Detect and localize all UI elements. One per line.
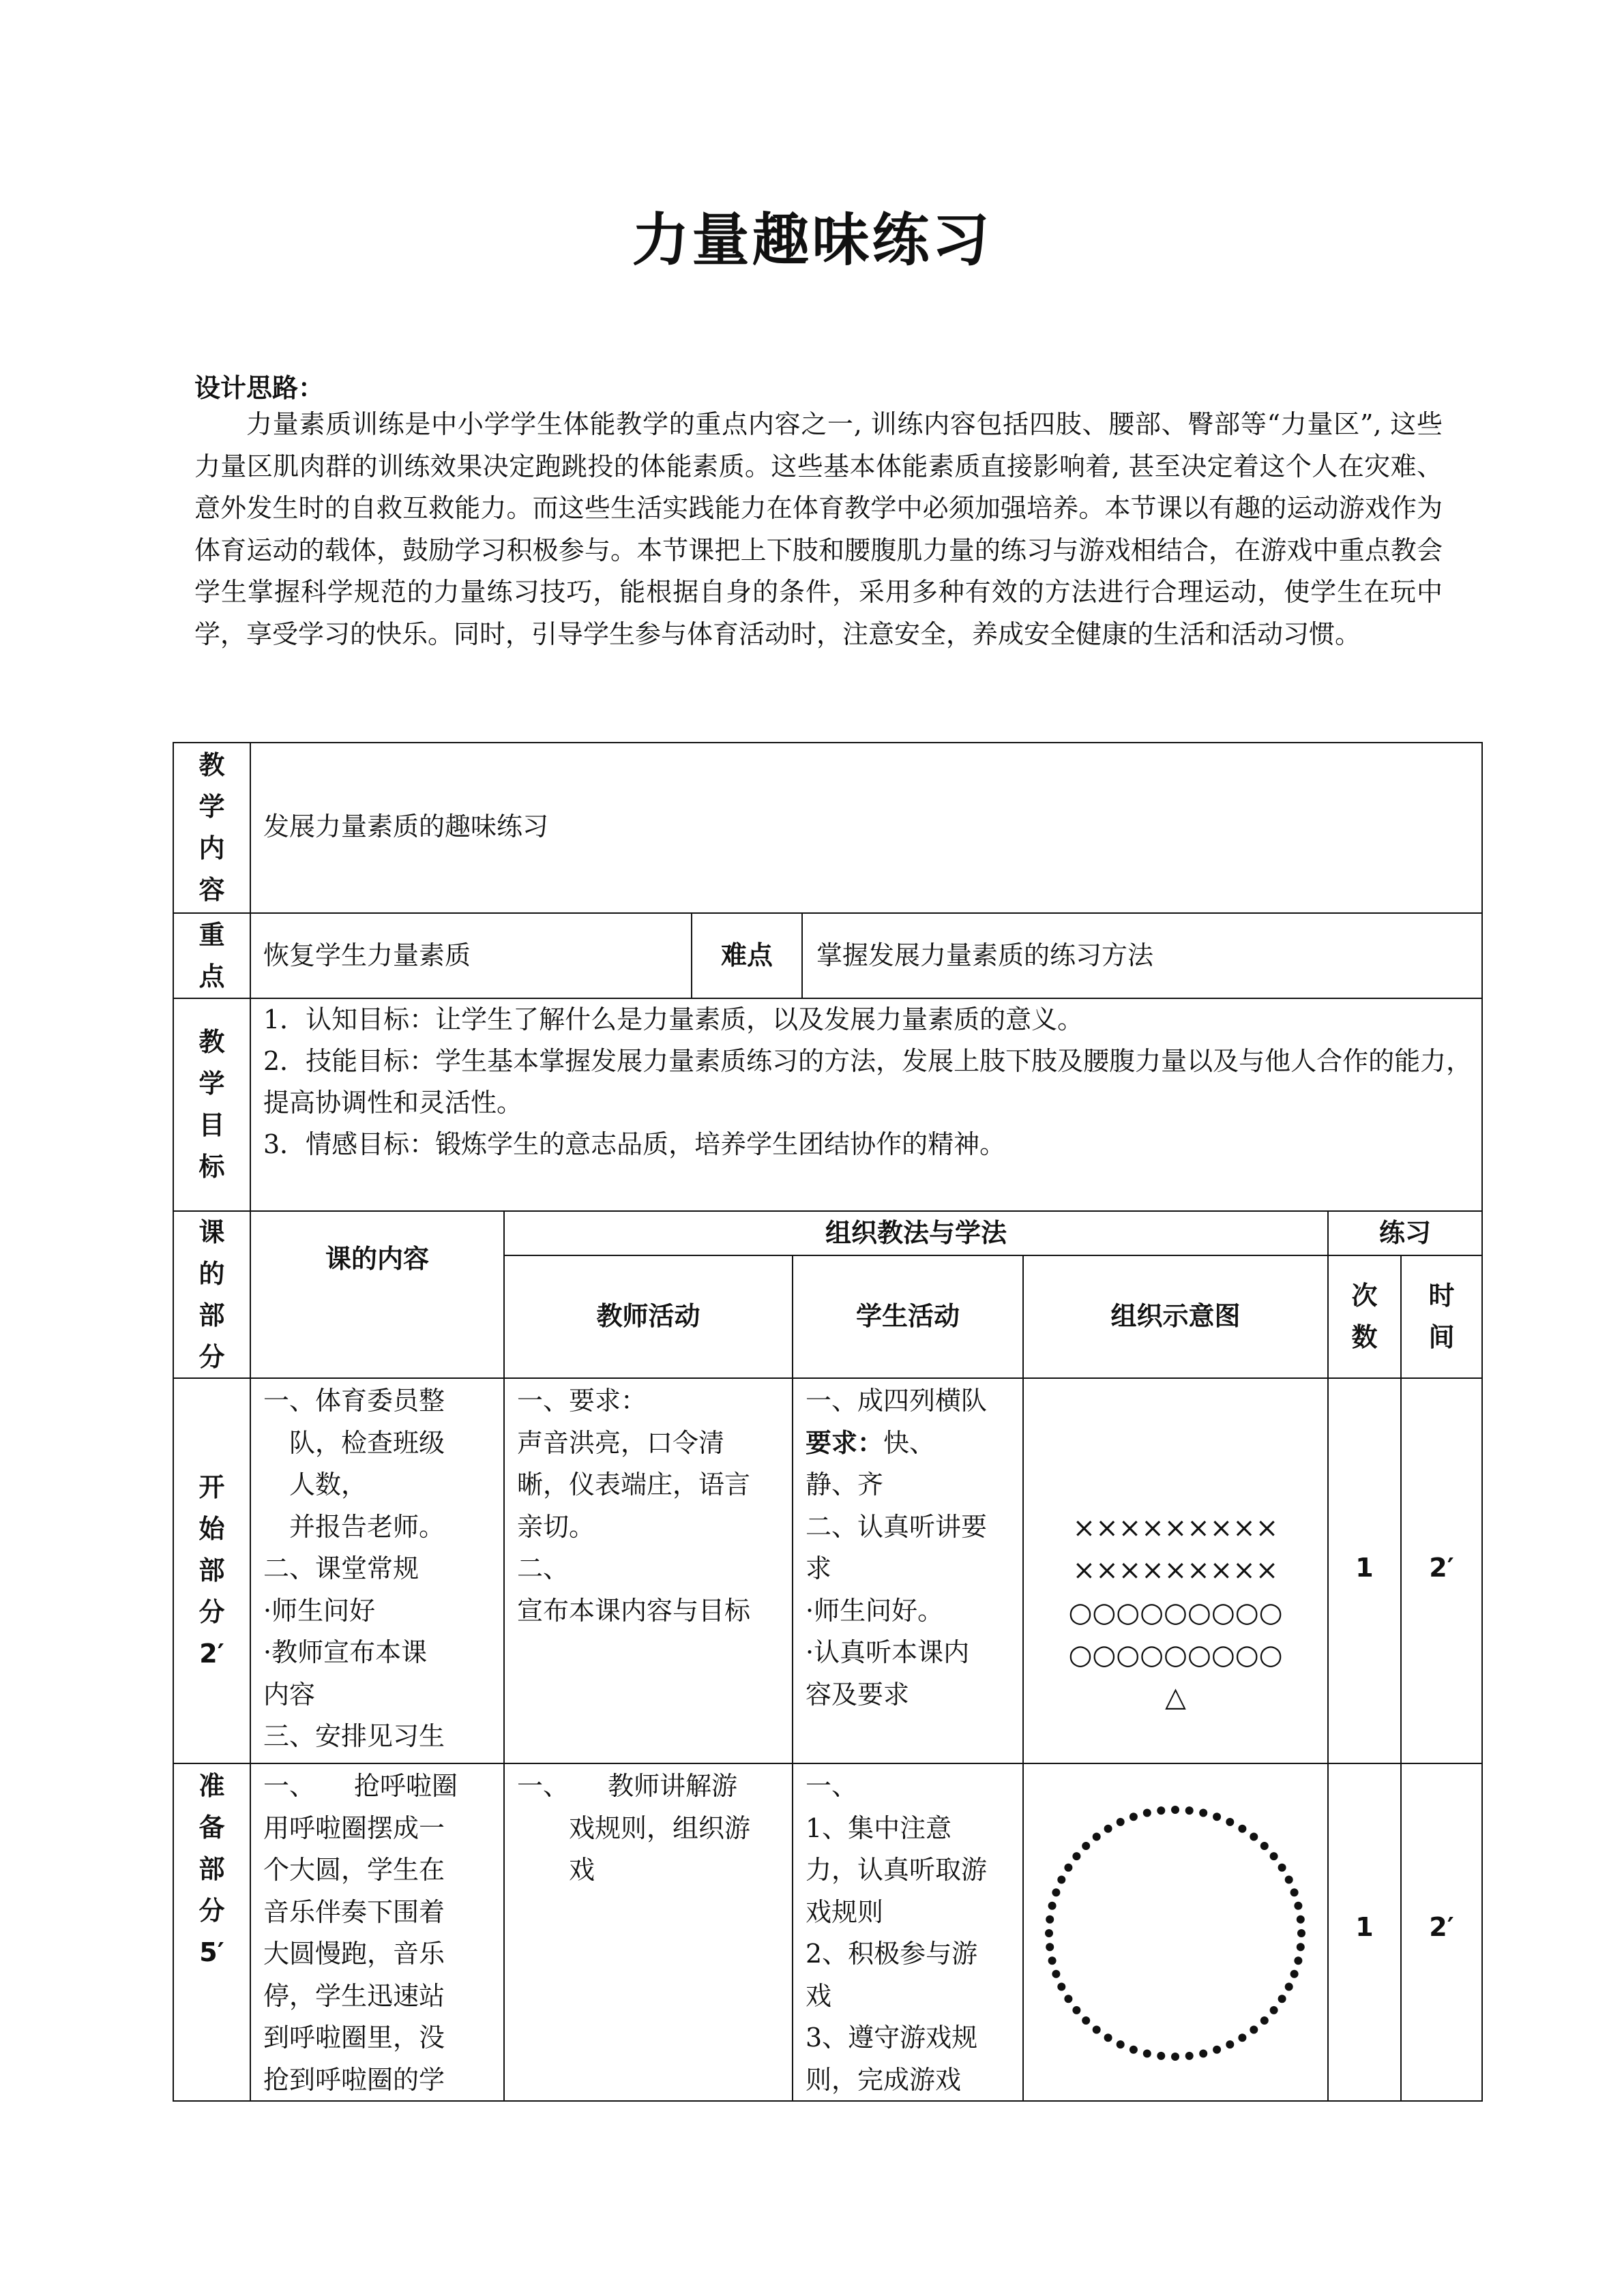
hoop-dot: [1250, 2026, 1258, 2034]
hoop-dot: [1297, 1915, 1305, 1924]
start-teacher-activity: 一、要求： 声音洪亮，口令清 晰，仪表端庄，语言 亲切。 二、 宣布本课内容与目标: [517, 1386, 751, 1626]
hoop-dot: [1104, 2033, 1112, 2042]
practice-header: 练习: [1378, 1217, 1431, 1248]
teacher-activity-header: 教师活动: [596, 1301, 700, 1332]
design-body: 力量素质训练是中小学学生体能教学的重点内容之一, 训练内容包括四肢、腰部、臀部等“力量区”, 这些力量区肌肉群的训练效果决定跑跳投的体能素质。这些基本体能素质直接影响着, 甚至决定着这个人在灾难、意外发生时的自救互救能力。而这些生活实践能力在体育教学中必须加强培养。本节课以有趣的运动游戏作为体育运动的载体，鼓励学习积极参与。本节课把上下肢和腰腹肌力量的练习与游戏相结合，在游戏中重点教会学生掌握科学规范的力量练习技巧，能根据自身的条件，采用多种有效的方法进行合理运动，使学生在玩中学，享受学习的快乐。同时，引导学生参与体育活动时，注意安全，养成安全健康的生活和活动习惯。: [194, 409, 1443, 649]
hoop-dot: [1171, 1806, 1179, 1814]
hoop-dot: [1290, 1970, 1299, 1978]
hoop-dot: [1290, 1888, 1299, 1896]
hoop-dot: [1157, 2052, 1165, 2060]
lesson-plan-table: [173, 742, 1483, 2102]
student-activity-header: 学生活动: [855, 1301, 960, 1332]
hoop-dot: [1185, 2052, 1194, 2060]
start-content: 一、体育委员整 队，检查班级 人数， 并报告老师。 二、课堂常规 ·师生问好 ·教师宣布本课 内容 三、安排见习生: [263, 1386, 445, 1751]
hoop-dot: [1285, 1876, 1293, 1884]
org-diagram-header: 组织示意图: [1110, 1301, 1241, 1332]
key-point-value: 恢复学生力量素质: [263, 940, 471, 970]
hoop-dot: [1270, 2006, 1278, 2014]
prep-part-label: 准 备 部 分 5′: [198, 1771, 225, 1967]
key-point-label: 重 点: [198, 919, 225, 992]
hoop-dot: [1052, 1970, 1060, 1978]
hoop-dot: [1297, 1943, 1305, 1951]
formation-row-o2: ○○○○○○○○○: [1068, 1639, 1283, 1671]
goal-emotional: 3．情感目标：锻炼学生的意志品质，培养学生团结协作的精神。: [263, 1129, 1006, 1159]
difficulty-label: 难点: [720, 940, 773, 970]
hoop-dot: [1260, 1842, 1269, 1850]
hoop-dot: [1045, 1929, 1053, 1937]
formation-row-x1: ×××××××××: [1072, 1512, 1279, 1544]
goals-list: [263, 999, 1474, 1165]
hoop-dot: [1185, 1806, 1194, 1815]
prep-content: 一、 抢呼啦圈 用呼啦圈摆成一 个大圆，学生在 音乐伴奏下围着 大圆慢跑，音乐 停，学生迅速站 到呼啦圈里，没 抢到呼啦圈的学: [263, 1771, 458, 2095]
hoop-dot: [1130, 2046, 1138, 2054]
hoop-dot: [1171, 2053, 1179, 2061]
hoop-dot: [1064, 1995, 1072, 2003]
hoop-dot: [1213, 1813, 1221, 1821]
hoop-dot: [1250, 1833, 1258, 1841]
content-label: 教 学 内 容: [198, 750, 225, 905]
content-value: 发展力量素质的趣味练习: [263, 811, 549, 841]
hoop-dot: [1046, 1943, 1054, 1951]
hoop-dot: [1226, 1818, 1234, 1826]
hoop-dot: [1046, 1915, 1054, 1924]
hoop-dot: [1117, 2040, 1125, 2048]
goal-cognitive: 1．认知目标：让学生了解什么是力量素质，以及发展力量素质的意义。: [263, 1004, 1084, 1034]
start-time: 2′: [1429, 1553, 1454, 1583]
hoop-dot: [1294, 1956, 1302, 1965]
hoop-dot: [1057, 1983, 1065, 1991]
hoop-dot: [1052, 1888, 1060, 1896]
hoop-dot: [1117, 1818, 1125, 1826]
document-title: 力量趣味练习: [632, 207, 992, 273]
hoop-dot: [1297, 1929, 1305, 1937]
hoop-dot: [1157, 1806, 1165, 1815]
hoop-dot: [1093, 2026, 1101, 2034]
hoop-dot: [1143, 1809, 1151, 1817]
prep-time: 2′: [1429, 1912, 1454, 1943]
start-student-activity: 一、成四列横队 要求：快、 静、齐 二、认真听讲要 求 ·师生问好。 ·认真听本课内 容及要求: [806, 1386, 988, 1710]
start-formation-diagram: [1025, 1507, 1326, 1718]
prep-count: 1: [1355, 1912, 1374, 1943]
part-label: 课 的 部 分: [198, 1217, 225, 1372]
time-header: 时 间: [1428, 1281, 1455, 1352]
hoop-dot: [1130, 1813, 1138, 1821]
hoop-dot: [1278, 1864, 1286, 1872]
lesson-content-header: 课的内容: [325, 1244, 429, 1274]
difficulty-value: 掌握发展力量素质的练习方法: [816, 940, 1154, 970]
start-part-label: 开 始 部 分 2′: [198, 1472, 225, 1669]
formation-row-x2: ×××××××××: [1072, 1555, 1279, 1586]
start-count: 1: [1355, 1553, 1374, 1583]
formation-row-o1: ○○○○○○○○○: [1068, 1597, 1283, 1628]
hoop-dot: [1213, 2046, 1221, 2054]
hoop-dot: [1238, 2033, 1246, 2042]
count-header: 次 数: [1351, 1281, 1378, 1352]
hoop-dot: [1285, 1983, 1293, 1991]
hoop-dot: [1238, 1825, 1246, 1833]
hoop-dot: [1057, 1876, 1065, 1884]
hoop-dot: [1294, 1902, 1302, 1910]
hoop-dot: [1143, 2050, 1151, 2058]
hula-hoop-circle-diagram: [1024, 1764, 1327, 2100]
hoop-dot: [1260, 2016, 1269, 2025]
hoop-dot: [1048, 1902, 1057, 1910]
hoop-dot: [1199, 2050, 1207, 2058]
hoop-dot: [1072, 2006, 1080, 2014]
hoop-dot: [1082, 1842, 1090, 1850]
hoop-dot: [1226, 2040, 1234, 2048]
prep-student-activity: 一、 1、集中注意 力，认真听取游 戏规则 2、积极参与游 戏 3、遵守游戏规 则，完成游戏: [806, 1771, 988, 2095]
prep-teacher-activity: 一、 教师讲解游 戏规则，组织游 戏: [517, 1771, 751, 1885]
goals-label: 教 学 目 标: [198, 1027, 225, 1182]
hoop-dot: [1278, 1995, 1286, 2003]
goal-skill: 2．技能目标：学生基本掌握发展力量素质练习的方法，发展上肢下肢及腰腹力量以及与他人合作的能力，: [263, 1046, 1473, 1076]
org-methods-header: 组织教法与学法: [825, 1217, 1007, 1248]
hula-hoop-dots: [1045, 1806, 1305, 2061]
hoop-dot: [1104, 1825, 1112, 1833]
hoop-dot: [1093, 1833, 1101, 1841]
hoop-dot: [1048, 1956, 1057, 1965]
hoop-dot: [1082, 2016, 1090, 2025]
design-heading: 设计思路：: [194, 373, 325, 403]
teacher-position-marker: △: [1165, 1682, 1186, 1713]
hoop-dot: [1199, 1809, 1207, 1817]
goal-skill-cont: 提高协调性和灵活性。: [263, 1088, 523, 1118]
hoop-dot: [1270, 1852, 1278, 1860]
hoop-dot: [1064, 1864, 1072, 1872]
hoop-dot: [1072, 1852, 1080, 1860]
